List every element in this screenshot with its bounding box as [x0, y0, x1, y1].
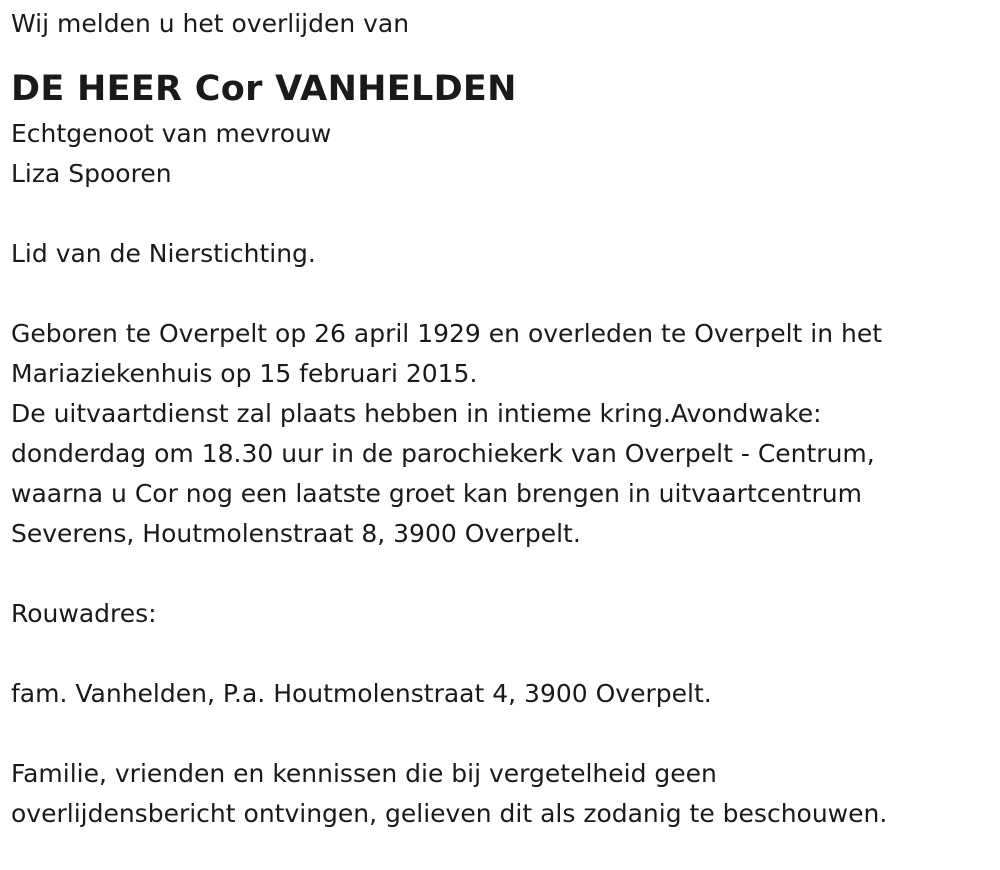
- address-label: Rouwadres:: [11, 599, 157, 628]
- details-line: Mariaziekenhuis op 15 februari 2015.: [11, 359, 478, 388]
- spacer: [11, 634, 1000, 674]
- details-line: waarna u Cor nog een laatste groet kan brengen in uitvaartcentrum: [11, 479, 862, 508]
- spacer: [11, 194, 1000, 234]
- intro-text: Wij melden u het overlijden van: [11, 9, 410, 38]
- spacer: [11, 714, 1000, 754]
- spacer: [11, 554, 1000, 594]
- closing-line: overlijdensbericht ontvingen, gelieven dit als zodanig te beschouwen.: [11, 799, 888, 828]
- details-line: donderdag om 18.30 uur in de parochiekerk van Overpelt - Centrum,: [11, 439, 875, 468]
- details-line: De uitvaartdienst zal plaats hebben in intieme kring.Avondwake:: [11, 399, 822, 428]
- deceased-name: DE HEER Cor VANHELDEN: [11, 69, 517, 109]
- spacer: [11, 274, 1000, 314]
- closing-line: Familie, vrienden en kennissen die bij vergetelheid geen: [11, 759, 717, 788]
- address-text: fam. Vanhelden, P.a. Houtmolenstraat 4, 3900 Overpelt.: [11, 679, 712, 708]
- details-line: Geboren te Overpelt op 26 april 1929 en overleden te Overpelt in het: [11, 319, 883, 348]
- details-paragraph: [11, 314, 1000, 554]
- details-line: Severens, Houtmolenstraat 8, 3900 Overpelt.: [11, 519, 581, 548]
- membership-text: Lid van de Nierstichting.: [11, 239, 316, 268]
- spouse-line-1: Echtgenoot van mevrouw: [11, 119, 332, 148]
- closing-paragraph: [11, 754, 1000, 834]
- spouse-line-2: Liza Spooren: [11, 159, 172, 188]
